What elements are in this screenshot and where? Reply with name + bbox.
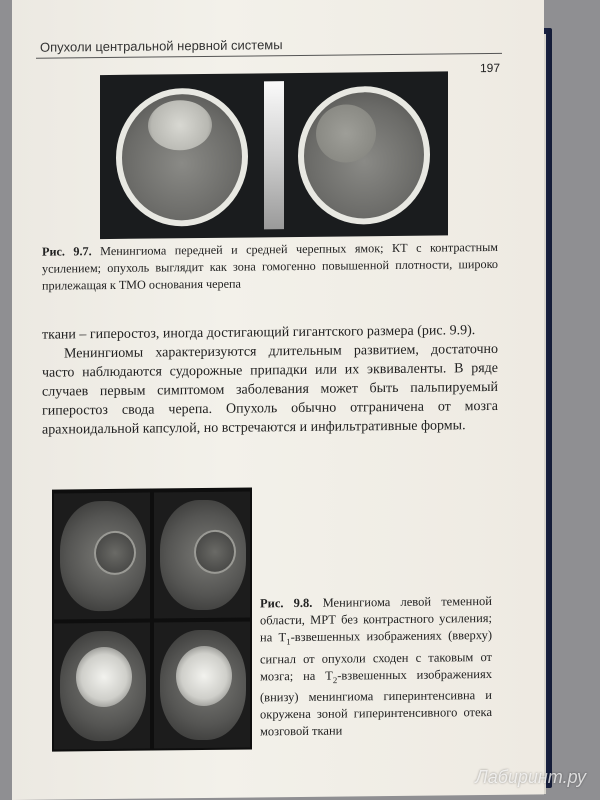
figure-label: Рис. 9.7. <box>42 244 92 259</box>
subscript: 2 <box>332 674 338 685</box>
caption-text: -взвешенных изображениях (вверху) сигнал от опухоли сходен с таковым от мозга; на T <box>260 627 492 683</box>
watermark: Лабиринт.ру <box>475 767 586 787</box>
mri-tumor <box>176 646 232 707</box>
book-page <box>12 0 544 800</box>
mri-tumor <box>94 531 136 575</box>
ct-grey-scale-bar <box>264 81 284 229</box>
figure-9-7-caption <box>42 239 498 295</box>
mri-t2-image <box>154 622 250 749</box>
caption-text: Менингиома левой теменной области, МРТ без контрастного усиления; на T <box>260 593 492 645</box>
mri-tumor <box>194 530 236 574</box>
caption-text: Менингиома передней и средней черепных ямок; КТ с контрастным усилением; опухоль выглядит как зона гомогенно повышенной плотности, широко прилежащая к ТМО основания черепа <box>42 239 499 293</box>
figure-9-8-mri-images <box>52 487 252 751</box>
caption-text: -взвешенных изображениях (внизу) менингиома гиперинтенсивна и окружена зоной гиперинтенсивного отека мозговой ткани <box>260 666 492 739</box>
subscript: 1 <box>286 636 291 647</box>
ct-scan-right <box>290 80 440 230</box>
body-text <box>42 321 498 440</box>
mri-t1-image <box>54 493 150 620</box>
mri-t2-image <box>54 623 150 750</box>
paragraph: Менингиомы характеризуются длительным развитием, достаточно часто наблюдаются судорожные припадки или их эквиваленты. В ряде случаев первым симптомом заболевания может быть пальпируемый гиперостоз свода черепа. Опухоль обычно отграничена от мозга арахноидальной капсулой, но встречаются и инфильтративные формы. <box>42 341 498 438</box>
page-number: 197 <box>479 60 500 76</box>
figure-9-7-ct-images <box>100 71 448 239</box>
mri-tumor <box>76 647 132 708</box>
running-title: Опухоли центральной нервной системы <box>40 37 283 55</box>
figure-label: Рис. 9.8. <box>260 595 313 611</box>
paragraph: ткани – гиперостоз, иногда достигающий гигантского размера (рис. 9.9). <box>42 323 476 343</box>
mri-t1-image <box>154 492 250 619</box>
ct-scan-left <box>108 81 258 231</box>
figure-9-8-caption <box>260 593 492 740</box>
